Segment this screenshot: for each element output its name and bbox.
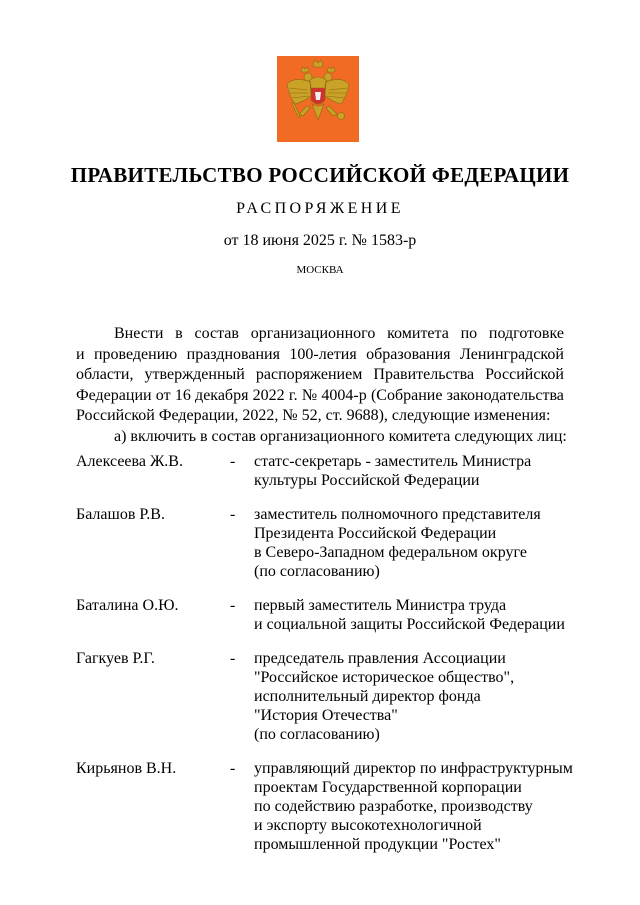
document-body [76, 324, 567, 448]
member-name: Балашов Р.В. [76, 506, 165, 523]
coat-of-arms-icon [277, 56, 359, 142]
member-name: Баталина О.Ю. [76, 597, 179, 614]
member-position-line: Президента Российской Федерации [254, 525, 497, 542]
member-row [76, 452, 566, 490]
member-position-line: в Северо-Западном федеральном округе [254, 544, 527, 561]
member-dash: - [230, 650, 236, 667]
document-city: МОСКВА [296, 264, 344, 276]
body-line: области, утвержденный распоряжением Правительства Российской [76, 366, 564, 384]
member-position [254, 452, 566, 490]
body-line: Российской Федерации, 2022, № 52, ст. 9688), следующие изменения: [76, 407, 551, 425]
member-row [76, 649, 566, 744]
member-position-line: первый заместитель Министра труда [254, 597, 507, 614]
member-position [254, 649, 566, 744]
body-line: и проведению празднования 100-летия образования Ленинградской [76, 345, 564, 363]
member-position-line: и социальной защиты Российской Федерации [254, 616, 565, 633]
member-position [254, 759, 573, 854]
member-position-line: исполнительный директор фонда [254, 688, 481, 705]
member-dash: - [230, 760, 236, 777]
member-position-line: (по согласованию) [254, 726, 380, 743]
body-line-amendment: а) включить в состав организационного комитета следующих лиц: [114, 427, 567, 445]
member-row [76, 759, 573, 854]
member-position-line: промышленной продукции "Ростех" [254, 836, 501, 853]
member-row [76, 596, 566, 634]
member-position [254, 505, 566, 581]
member-position-line: заместитель полномочного представителя [254, 506, 541, 523]
member-position-line: проектам Государственной корпорации [254, 779, 522, 796]
member-position-line: "Российское историческое общество", [254, 669, 515, 686]
member-dash: - [230, 453, 236, 470]
members-list [76, 452, 573, 869]
member-position-line: управляющий директор по инфраструктурным [254, 760, 573, 777]
member-position-line: "История Отечества" [254, 707, 398, 724]
member-position-line: по содействию разработке, производству [254, 798, 533, 815]
government-title: ПРАВИТЕЛЬСТВО РОССИЙСКОЙ ФЕДЕРАЦИИ [70, 163, 570, 187]
member-position-line: (по согласованию) [254, 563, 380, 580]
body-line: Внести в состав организационного комитета по подготовке [114, 325, 564, 342]
body-line: Федерации от 16 декабря 2022 г. № 4004-р (Собрание законодательства [76, 386, 564, 404]
member-position [254, 596, 566, 634]
member-dash: - [230, 506, 236, 523]
member-position-line: культуры Российской Федерации [254, 472, 480, 489]
document-type: РАСПОРЯЖЕНИЕ [236, 200, 404, 217]
member-name: Алексеева Ж.В. [76, 453, 183, 470]
document-date-number: от 18 июня 2025 г. № 1583-р [223, 232, 417, 249]
member-dash: - [230, 597, 236, 614]
member-name: Кирьянов В.Н. [76, 760, 177, 777]
member-position-line: председатель правления Ассоциации [254, 650, 506, 667]
member-name: Гагкуев Р.Г. [76, 650, 155, 667]
member-row [76, 505, 566, 581]
member-position-line: и экспорту высокотехнологичной [254, 817, 482, 834]
member-position-line: статс-секретарь - заместитель Министра [254, 453, 532, 470]
